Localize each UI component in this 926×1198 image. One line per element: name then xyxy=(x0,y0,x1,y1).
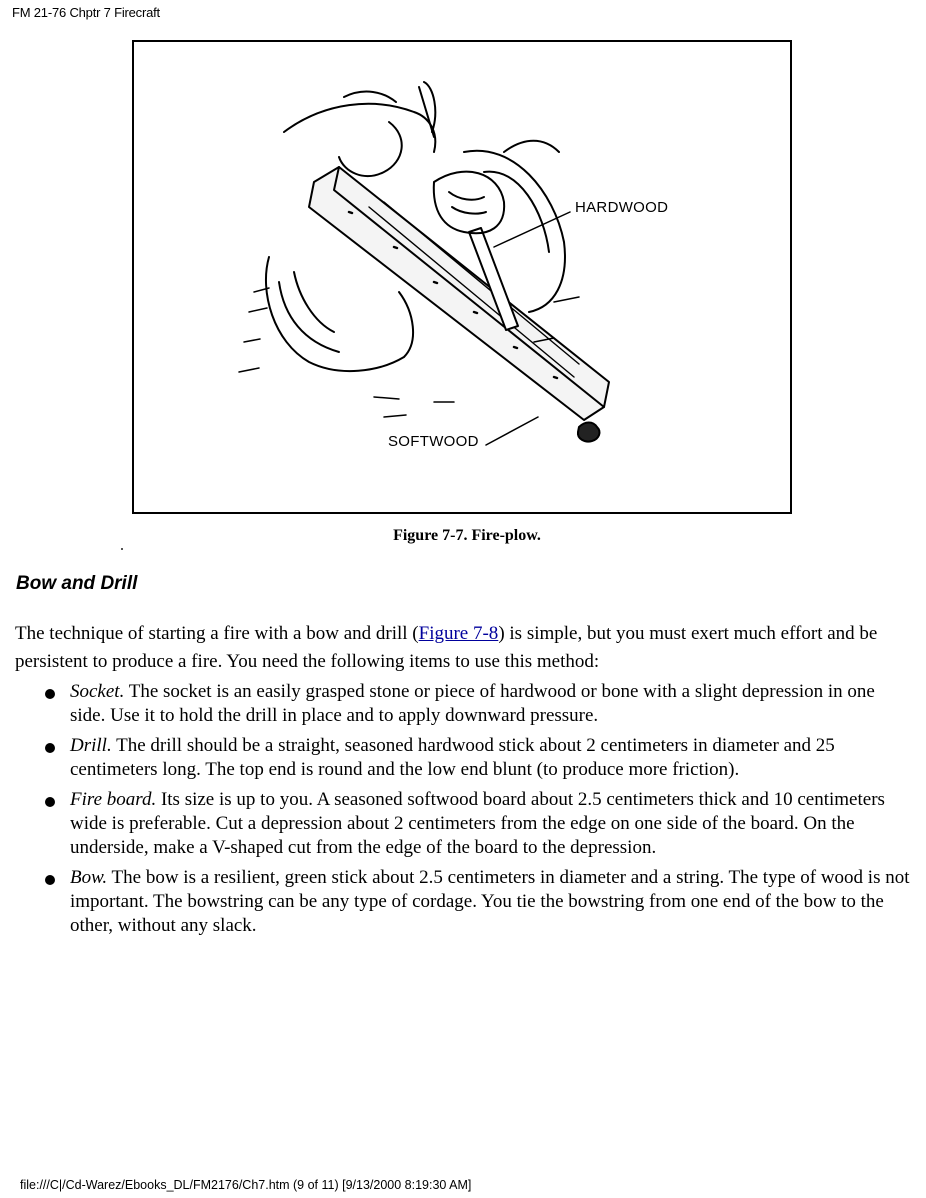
intro-text-after: ) is simple, but you must exert much effort and be persistent to produce a fire. You need the following items to use this method: xyxy=(15,623,878,672)
list-item-drill xyxy=(0,734,926,782)
bullet-icon xyxy=(45,875,55,885)
intro-paragraph xyxy=(15,620,895,676)
softwood-label: SOFTWOOD xyxy=(388,433,479,450)
bullet-icon xyxy=(45,743,55,753)
fire-plow-figure xyxy=(132,40,792,514)
stray-mark xyxy=(121,548,123,550)
bullet-icon xyxy=(45,797,55,807)
list-item-bow xyxy=(0,866,926,938)
page-footer: file:///C|/Cd-Warez/Ebooks_DL/FM2176/Ch7.htm (9 of 11) [9/13/2000 8:19:30 AM] xyxy=(20,1178,472,1192)
list-item-fire-board xyxy=(0,788,926,860)
intro-text-before: The technique of starting a fire with a bow and drill ( xyxy=(15,623,419,644)
item-term: Bow. xyxy=(70,867,108,888)
item-list xyxy=(0,680,926,944)
item-term: Fire board. xyxy=(70,789,157,810)
item-term: Socket. xyxy=(70,681,125,702)
hardwood-label: HARDWOOD xyxy=(575,199,669,216)
figure-caption: Figure 7-7. Fire-plow. xyxy=(393,527,541,544)
item-text: The bow is a resilient, green stick about 2.5 centimeters in diameter and a string. The type of wood is not important. The bowstring can be any type of cordage. You tie the bowstring from one end of the bow to the other, without any slack. xyxy=(70,867,910,936)
page-header: FM 21-76 Chptr 7 Firecraft xyxy=(12,5,160,20)
list-item-socket xyxy=(0,680,926,728)
item-text: The drill should be a straight, seasoned hardwood stick about 2 centimeters in diameter and 25 centimeters long. The top end is round and the low end blunt (to produce more friction). xyxy=(70,735,835,780)
bullet-icon xyxy=(45,689,55,699)
item-text: The socket is an easily grasped stone or piece of hardwood or bone with a slight depression in one side. Use it to hold the drill in place and to apply downward pressure. xyxy=(70,681,875,726)
item-text: Its size is up to you. A seasoned softwood board about 2.5 centimeters thick and 10 centimeters wide is preferable. Cut a depression about 2 centimeters from the edge on one side of the board. On the underside, make a V-shaped cut from the edge of the board to the depression. xyxy=(70,789,885,858)
item-term: Drill. xyxy=(70,735,112,756)
figure-7-8-link[interactable]: Figure 7-8 xyxy=(418,623,499,644)
section-title: Bow and Drill xyxy=(16,573,138,594)
